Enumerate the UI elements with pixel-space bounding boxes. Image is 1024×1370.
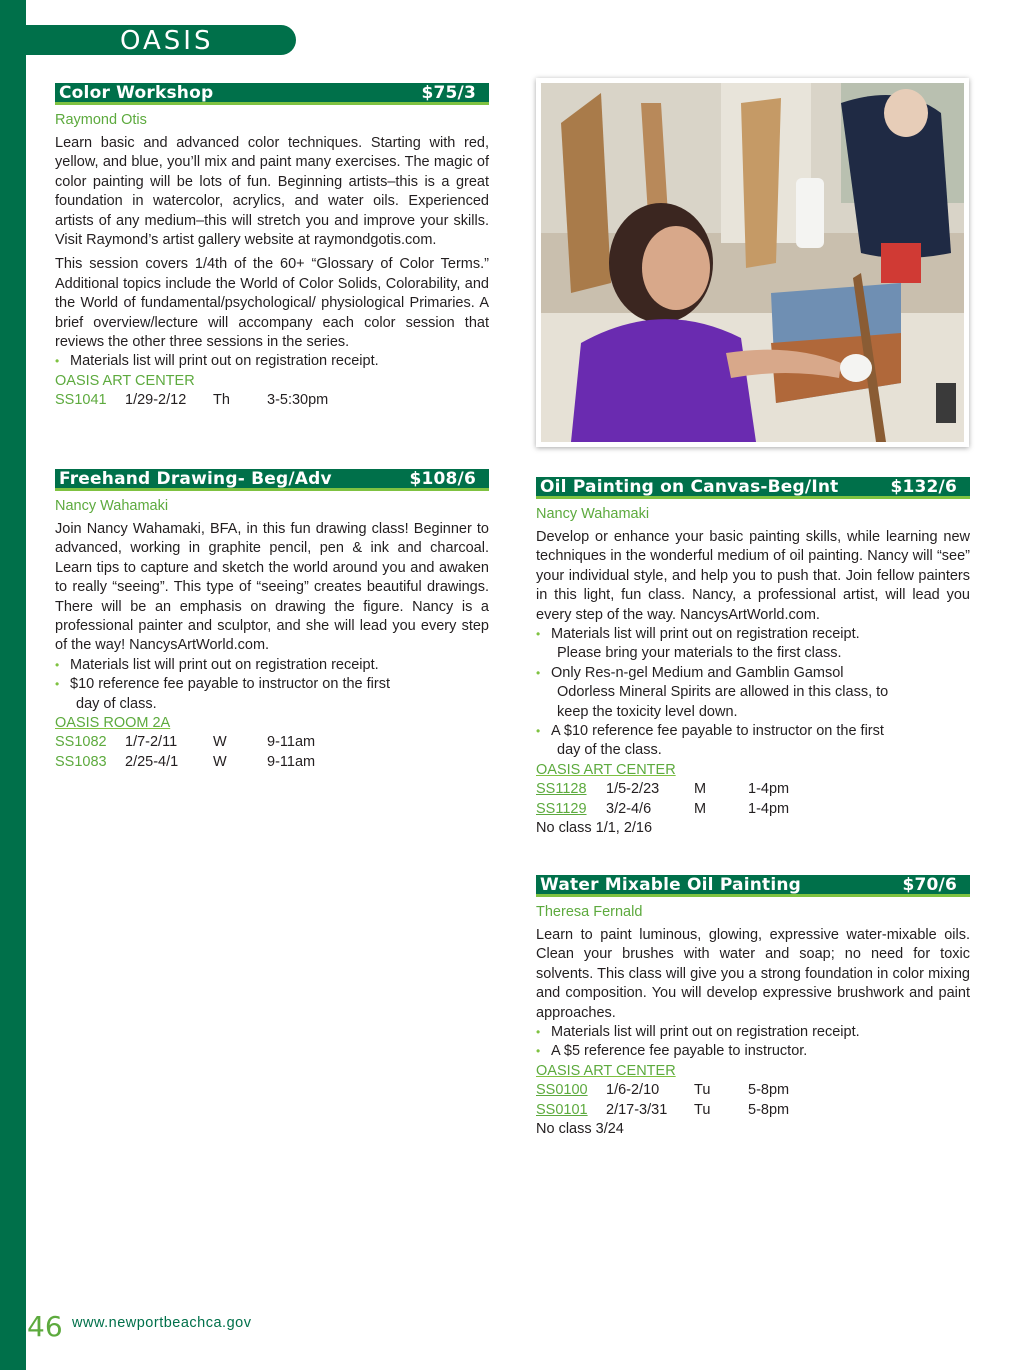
- list-item-continued: keep the toxicity level down.: [557, 703, 738, 720]
- list-item-continued: Odorless Mineral Spirits are allowed in this class, to: [557, 684, 889, 701]
- location-link[interactable]: OASIS ART CENTER: [536, 761, 676, 778]
- notes-list: [536, 625, 970, 761]
- course-title: Oil Painting on Canvas-Beg/Int: [540, 476, 839, 497]
- session-day: Tu: [694, 1082, 711, 1099]
- session-time: 1-4pm: [748, 800, 790, 817]
- course-price: $108/6: [409, 468, 476, 489]
- session-day: Th: [213, 392, 230, 409]
- session-day: W: [213, 753, 227, 770]
- course-title-bar: [536, 875, 970, 897]
- class-photo: [536, 78, 969, 447]
- list-item-continued: day of the class.: [557, 742, 662, 759]
- bullet-icon: •: [536, 1025, 541, 1040]
- location-link[interactable]: OASIS ART CENTER: [536, 1062, 676, 1079]
- course-description-2: This session covers 1/4th of the 60+ “Glossary of Color Terms.” Additional topics include the World of Color Solids, Colorability, and the World of fundamental/psychological/ physiological Primaries. A brief overview/lecture will accompany each color session that reviews the other three sessions in the series.: [55, 256, 489, 351]
- no-class-note: No class 1/1, 2/16: [536, 820, 653, 837]
- list-item-continued: day of class.: [76, 695, 157, 712]
- session-row: [536, 1101, 970, 1120]
- bullet-icon: •: [55, 354, 60, 369]
- instructor-name: Raymond Otis: [55, 112, 147, 128]
- instructor-name: Nancy Wahamaki: [536, 506, 650, 522]
- list-item: • Materials list will print out on registration receipt.: [55, 352, 489, 371]
- course-title: Freehand Drawing- Beg/Adv: [59, 468, 332, 489]
- session-dates: 1/5-2/23: [606, 781, 660, 798]
- list-item: • Only Res-n-gel Medium and Gamblin Gamsol: [536, 664, 970, 683]
- session-time: 5-8pm: [748, 1101, 790, 1118]
- painting-class-illustration: [541, 83, 964, 442]
- list-item: • Materials list will print out on registration receipt.: [55, 656, 489, 675]
- course-price: $70/6: [902, 874, 957, 895]
- location: OASIS ART CENTER: [55, 372, 195, 389]
- session-time: 5-8pm: [748, 1082, 790, 1099]
- session-row: [55, 391, 489, 410]
- session-id[interactable]: SS0101: [536, 1101, 588, 1118]
- instructor-name: Theresa Fernald: [536, 904, 643, 920]
- session-day: Tu: [694, 1101, 711, 1118]
- course-title-bar: [55, 469, 489, 491]
- list-item: • Materials list will print out on registration receipt.: [536, 1023, 970, 1042]
- course-title-bar: [536, 477, 970, 499]
- session-day: W: [213, 734, 227, 751]
- session-id[interactable]: SS1083: [55, 753, 107, 770]
- session-row: [55, 753, 489, 772]
- notes-list: [536, 1023, 970, 1062]
- course-price: $132/6: [890, 476, 957, 497]
- session-row: [55, 733, 489, 752]
- bullet-icon: •: [536, 665, 541, 680]
- course-title: Color Workshop: [59, 82, 214, 103]
- location-link[interactable]: OASIS ROOM 2A: [55, 715, 171, 732]
- course-title: Water Mixable Oil Painting: [540, 874, 802, 895]
- session-id[interactable]: SS1128: [536, 781, 587, 798]
- session-dates: 3/2-4/6: [606, 800, 652, 817]
- course-description: Learn to paint luminous, glowing, expressive water-mixable oils. Clean your brushes with water and soap; no need for toxic solvents. This class will give you a strong foundation in color mixing and composition. You will develop expressive brushwork and paint approaches.: [536, 927, 970, 1021]
- course-oil-painting-canvas: [536, 477, 970, 839]
- page-number: 46: [27, 1310, 63, 1343]
- session-time: 1-4pm: [748, 781, 790, 798]
- course-price: $75/3: [421, 82, 476, 103]
- session-dates: 2/25-4/1: [125, 753, 179, 770]
- session-id[interactable]: SS1041: [55, 392, 107, 409]
- course-color-workshop: [55, 83, 489, 411]
- list-item-continued: Please bring your materials to the first class.: [557, 645, 842, 662]
- bullet-icon: •: [536, 627, 541, 642]
- notes-list: [55, 656, 489, 714]
- course-description: Join Nancy Wahamaki, BFA, in this fun drawing class! Beginner to advanced, working in graphite pencil, pen & ink and charcoal. Learn tips to capture and sketch the world around you and awaken to really “seeing”. This type of “seeing” creates beautiful drawings. There will be an emphasis on drawing the figure. Nancy is a professional painter and sculptor, and she will lead you every step of the way! NancysArtWorld.com.: [55, 521, 489, 654]
- session-time: 9-11am: [267, 734, 316, 751]
- session-time: 3-5:30pm: [267, 392, 329, 409]
- session-id[interactable]: SS0100: [536, 1082, 588, 1099]
- footer-url-link[interactable]: www.newportbeachca.gov: [72, 1315, 252, 1331]
- bullet-icon: •: [536, 724, 541, 739]
- session-time: 9-11am: [267, 753, 316, 770]
- session-id[interactable]: SS1082: [55, 734, 107, 751]
- list-item: • Materials list will print out on registration receipt.: [536, 625, 970, 644]
- session-id[interactable]: SS1129: [536, 800, 587, 817]
- list-item: • A $5 reference fee payable to instructor.: [536, 1042, 970, 1061]
- instructor-name: Nancy Wahamaki: [55, 498, 169, 514]
- session-dates: 2/17-3/31: [606, 1101, 668, 1118]
- course-description: Develop or enhance your basic painting skills, while learning new techniques in the wonderful medium of oil painting. Nancy will “see” your individual style, and help you to push that. Join fellow painters in this light, fun class. Nancy, a professional artist, will lead you every step of the way. NancysArtWorld.com.: [536, 529, 970, 623]
- session-dates: 1/29-2/12: [125, 392, 187, 409]
- session-row: [536, 800, 970, 819]
- session-day: M: [694, 800, 707, 817]
- session-row: [536, 780, 970, 799]
- section-title: OASIS: [120, 26, 214, 56]
- session-row: [536, 1081, 970, 1100]
- left-side-bar: [0, 0, 26, 1370]
- no-class-note: No class 3/24: [536, 1121, 624, 1138]
- bullet-icon: •: [55, 677, 60, 692]
- list-item: • A $10 reference fee payable to instructor on the first: [536, 722, 970, 741]
- session-day: M: [694, 781, 707, 798]
- notes-list: [55, 352, 489, 371]
- session-dates: 1/6-2/10: [606, 1082, 660, 1099]
- session-dates: 1/7-2/11: [125, 734, 178, 751]
- list-item: • $10 reference fee payable to instructor on the first: [55, 675, 489, 694]
- bullet-icon: •: [55, 657, 60, 672]
- course-water-mixable-oil: [536, 875, 970, 1139]
- bullet-icon: •: [536, 1044, 541, 1059]
- course-title-bar: [55, 83, 489, 105]
- course-description: Learn basic and advanced color techniques. Starting with red, yellow, and blue, you’ll mix and paint many exercises. The magic of color painting will be lots of fun. Beginning artists–this is a great foundation in watercolor, acrylics, and water oils. Experienced artists of any medium–this will stretch you and improve your skills. Visit Raymond’s artist gallery website at raymondgotis.com.: [55, 135, 489, 249]
- course-freehand-drawing: [55, 469, 489, 772]
